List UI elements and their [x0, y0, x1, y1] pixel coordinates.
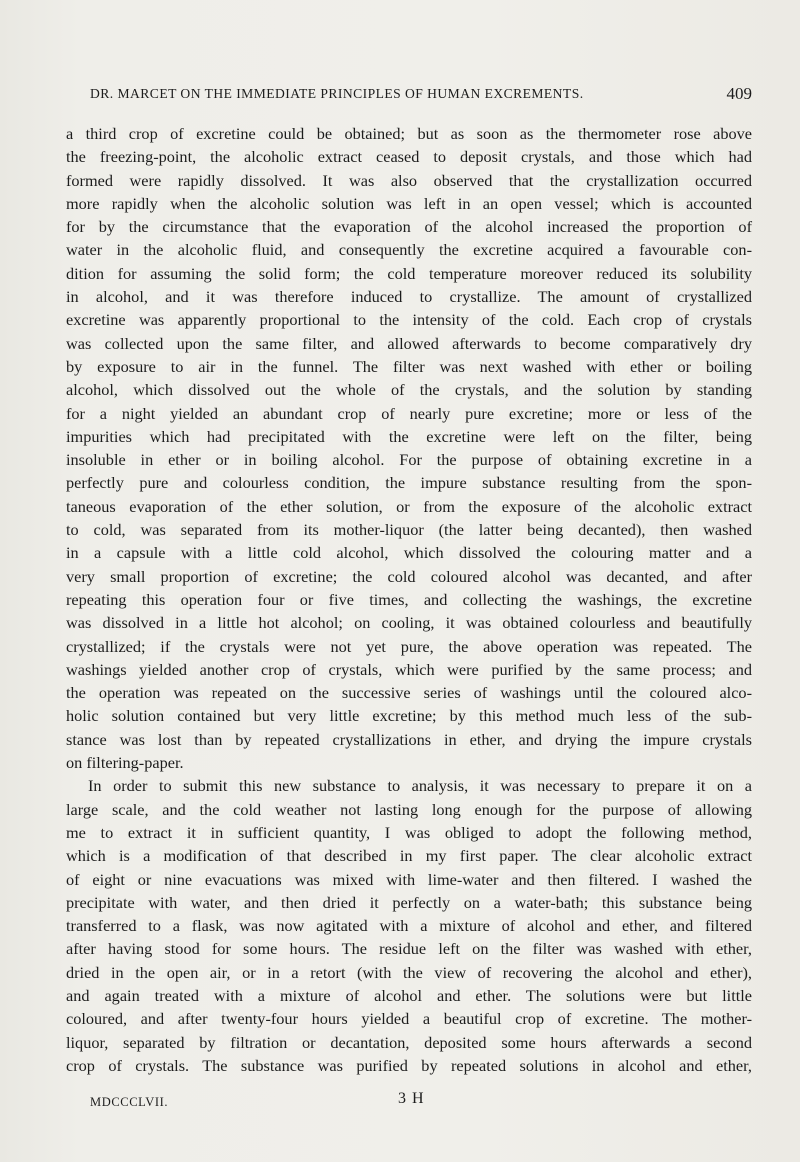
paragraph-end-line: on filtering-paper. — [66, 753, 184, 773]
text-line: liquor, separated by filtration or decantation, deposited some hours afterwards a second — [66, 1032, 752, 1052]
text-line: for a night yielded an abundant crop of nearly pure excretine; more or less of the — [66, 403, 752, 423]
text-line: crop of crystals. The substance was purified by repeated solutions in alcohol and ether, — [66, 1055, 752, 1075]
text-line: me to extract it in sufficient quantity, I was obliged to adopt the following method, — [66, 822, 752, 842]
text-line: dried in the open air, or in a retort (with the view of recovering the alcohol and ether), — [66, 962, 752, 982]
text-line: of eight or nine evacuations was mixed with lime-water and then filtered. I washed the — [66, 869, 752, 889]
text-line: and again treated with a mixture of alcohol and ether. The solutions were but little — [66, 985, 752, 1005]
text-line: holic solution contained but very little excretine; by this method much less of the sub- — [66, 706, 752, 726]
text-line: dition for assuming the solid form; the cold temperature moreover reduced its solubility — [66, 263, 752, 283]
text-line: after having stood for some hours. The residue left on the filter was washed with ether, — [66, 939, 752, 959]
text-line: perfectly pure and colourless condition, the impure substance resulting from the spon- — [66, 473, 752, 493]
text-line: a third crop of excretine could be obtained; but as soon as the thermometer rose above — [66, 124, 752, 143]
text-line: insoluble in ether or in boiling alcohol. For the purpose of obtaining excretine in a — [66, 450, 752, 470]
text-line: very small proportion of excretine; the cold coloured alcohol was decanted, and after — [66, 566, 752, 586]
text-line: by exposure to air in the funnel. The filter was next washed with ether or boiling — [66, 356, 752, 376]
text-line: was dissolved in a little hot alcohol; on cooling, it was obtained colourless and beautifully — [66, 613, 752, 633]
text-line: more rapidly when the alcoholic solution was left in an open vessel; which is accounted — [66, 193, 752, 213]
page-number: 409 — [726, 84, 752, 103]
text-line: formed were rapidly dissolved. It was also observed that the crystallization occurred — [66, 170, 752, 190]
text-line: precipitate with water, and then dried it perfectly on a water-bath; this substance being — [66, 892, 752, 912]
running-title: DR. MARCET ON THE IMMEDIATE PRINCIPLES OF HUMAN EXCREMENTS. — [90, 86, 584, 101]
text-line: to cold, was separated from its mother-liquor (the latter being decanted), then washed — [66, 520, 752, 540]
running-head — [90, 84, 752, 108]
text-line: transferred to a flask, was now agitated with a mixture of alcohol and ether, and filtered — [66, 916, 752, 936]
text-line: water in the alcoholic fluid, and consequently the excretine acquired a favourable con- — [66, 240, 752, 260]
text-line: crystallized; if the crystals were not yet pure, the above operation was repeated. The — [66, 636, 752, 656]
text-line: the operation was repeated on the successive series of washings until the coloured alco- — [66, 683, 752, 703]
text-line: repeating this operation four or five times, and collecting the washings, the excretine — [66, 589, 752, 609]
text-line: taneous evaporation of the ether solution, or from the exposure of the alcoholic extract — [66, 496, 752, 516]
text-line: stance was lost than by repeated crystallizations in ether, and drying the impure crystals — [66, 729, 752, 749]
text-line: excretine was apparently proportional to the intensity of the cold. Each crop of crystals — [66, 310, 752, 330]
text-line: impurities which had precipitated with the excretine were left on the filter, being — [66, 426, 752, 446]
text-line: which is a modification of that described in my first paper. The clear alcoholic extract — [66, 846, 752, 866]
body-text — [66, 122, 752, 1077]
text-line: the freezing-point, the alcoholic extract ceased to deposit crystals, and those which had — [66, 147, 752, 167]
text-line: washings yielded another crop of crystals, which were purified by the same process; and — [66, 659, 752, 679]
text-line: alcohol, which dissolved out the whole of the crystals, and the solution by standing — [66, 380, 752, 400]
text-line: in alcohol, and it was therefore induced to crystallize. The amount of crystallized — [66, 287, 752, 307]
paragraph-start-line: In order to submit this new substance to analysis, it was necessary to prepare it on a — [88, 776, 752, 796]
signature-mark: 3 H — [398, 1090, 425, 1107]
text-line: in a capsule with a little cold alcohol, which dissolved the colouring matter and a — [66, 543, 752, 563]
text-line: large scale, and the cold weather not lasting long enough for the purpose of allowing — [66, 799, 752, 819]
year-signature: MDCCCLVII. — [90, 1095, 169, 1109]
page-footer — [90, 1090, 752, 1112]
text-line: was collected upon the same filter, and allowed afterwards to become comparatively dry — [66, 333, 752, 353]
text-line: coloured, and after twenty-four hours yielded a beautiful crop of excretine. The mother- — [66, 1009, 752, 1029]
text-line: for by the circumstance that the evaporation of the alcohol increased the proportion of — [66, 217, 752, 237]
